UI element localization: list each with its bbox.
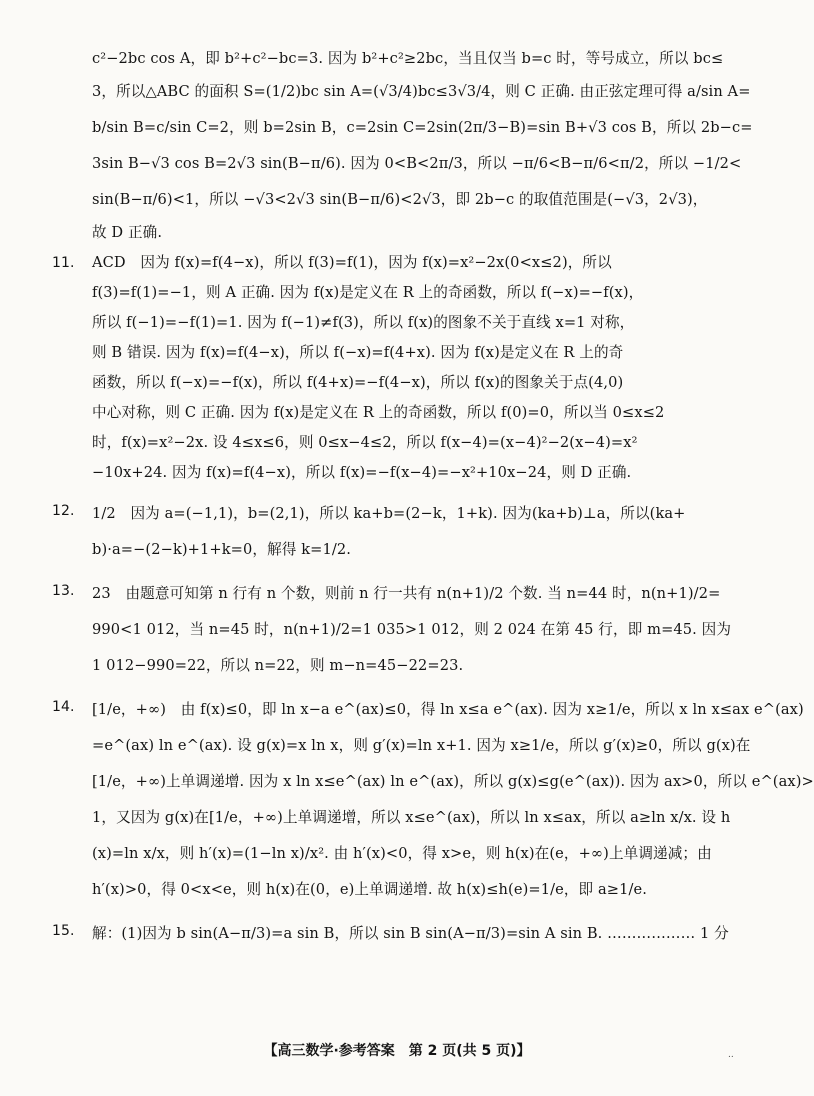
text-line: sin(B−π/6)<1，所以 −√3<2√3 sin(B−π/6)<2√3，即 2b−c 的取值范围是(−√3，2√3)， — [92, 191, 708, 208]
question-number: 11. — [52, 255, 75, 271]
text-line: 则 B 错误. 因为 f(x)=f(4−x)，所以 f(−x)=f(4+x). 因为 f(x)是定义在 R 上的奇 — [92, 344, 624, 361]
solution-11 — [52, 248, 732, 488]
text-line: b)·a=−(2−k)+1+k=0，解得 k=1/2. — [92, 541, 351, 558]
question-number: 15. — [52, 923, 75, 939]
text-line: [1/e，+∞) 由 f(x)≤0，即 ln x−a e^(ax)≤0，得 ln x≤a e^(ax). 因为 x≥1/e，所以 x ln x≤ax e^(ax) — [92, 701, 804, 718]
text-line: 3sin B−√3 cos B=2√3 sin(B−π/6). 因为 0<B<2π/3，所以 −π/6<B−π/6<π/2，所以 −1/2< — [92, 155, 742, 172]
text-line: 故 D 正确. — [92, 224, 163, 241]
question-number: 13. — [52, 583, 75, 599]
text-line: 解：(1)因为 b sin(A−π/3)=a sin B，所以 sin B sin(A−π/3)=sin A sin B. ……………… 1 分 — [92, 925, 729, 942]
text-line: ACD 因为 f(x)=f(4−x)，所以 f(3)=f(1)，因为 f(x)=x²−2x(0<x≤2)，所以 — [92, 254, 612, 271]
solution-15 — [52, 916, 732, 952]
text-line: (x)=ln x/x，则 h′(x)=(1−ln x)/x². 由 h′(x)<0，得 x>e，则 h(x)在(e，+∞)上单调递减；由 — [92, 845, 712, 862]
text-line: h′(x)>0，得 0<x<e，则 h(x)在(0，e)上单调递增. 故 h(x)≤h(e)=1/e，即 a≥1/e. — [92, 881, 647, 898]
text-line: f(3)=f(1)=−1，则 A 正确. 因为 f(x)是定义在 R 上的奇函数，所以 f(−x)=−f(x)， — [92, 284, 644, 301]
solution-13 — [52, 576, 732, 684]
solutions-body — [52, 44, 814, 952]
solution-12 — [52, 496, 732, 568]
text-line: 所以 f(−1)=−f(1)=1. 因为 f(−1)≠f(3)，所以 f(x)的图象不关于直线 x=1 对称， — [92, 314, 635, 331]
text-line: 1 012−990=22，所以 n=22，则 m−n=45−22=23. — [92, 657, 464, 674]
page-footer: 【高三数学·参考答案 第 2 页(共 5 页)】 — [263, 1043, 531, 1059]
text-line: −10x+24. 因为 f(x)=f(4−x)，所以 f(x)=−f(x−4)=−x²+10x−24，则 D 正确. — [92, 464, 632, 481]
text-line: 990<1 012，当 n=45 时，n(n+1)/2=1 035>1 012，则 2 024 在第 45 行，即 m=45. 因为 — [92, 621, 732, 638]
text-line: 3，所以△ABC 的面积 S=(1/2)bc sin A=(√3/4)bc≤3√3/4，则 C 正确. 由正弦定理可得 a/sin A= — [92, 83, 751, 100]
text-line: 函数，所以 f(−x)=−f(x)，所以 f(4+x)=−f(4−x)，所以 f(x)的图象关于点(4,0) — [92, 374, 624, 391]
text-line: 时，f(x)=x²−2x. 设 4≤x≤6，则 0≤x−4≤2，所以 f(x−4)=(x−4)²−2(x−4)=x² — [92, 434, 638, 451]
text-line: c²−2bc cos A，即 b²+c²−bc=3. 因为 b²+c²≥2bc，当且仅当 b=c 时，等号成立，所以 bc≤ — [92, 50, 724, 67]
text-line: 1，又因为 g(x)在[1/e，+∞)上单调递增，所以 x≤e^(ax)，所以 ln x≤ax，所以 a≥ln x/x. 设 h — [92, 809, 731, 826]
corner-mark: .. — [728, 1050, 734, 1060]
question-number: 14. — [52, 699, 75, 715]
text-line: [1/e，+∞)上单调递增. 因为 x ln x≤e^(ax) ln e^(ax)，所以 g(x)≤g(e^(ax)). 因为 ax>0，所以 e^(ax)> — [92, 773, 814, 790]
text-line: 1/2 因为 a=(−1,1)，b=(2,1)，所以 ka+b=(2−k，1+k). 因为(ka+b)⊥a，所以(ka+ — [92, 505, 686, 522]
solution-14 — [52, 692, 814, 908]
question-number: 12. — [52, 503, 75, 519]
text-line: 中心对称，则 C 正确. 因为 f(x)是定义在 R 上的奇函数，所以 f(0)=0，所以当 0≤x≤2 — [92, 404, 665, 421]
text-line: 23 由题意可知第 n 行有 n 个数，则前 n 行一共有 n(n+1)/2 个数. 当 n=44 时，n(n+1)/2= — [92, 585, 721, 602]
solution-10-continued — [92, 44, 753, 248]
text-line: b/sin B=c/sin C=2，则 b=2sin B，c=2sin C=2sin(2π/3−B)=sin B+√3 cos B，所以 2b−c= — [92, 119, 753, 136]
text-line: =e^(ax) ln e^(ax). 设 g(x)=x ln x，则 g′(x)=ln x+1. 因为 x≥1/e，所以 g′(x)≥0，所以 g(x)在 — [92, 737, 751, 754]
